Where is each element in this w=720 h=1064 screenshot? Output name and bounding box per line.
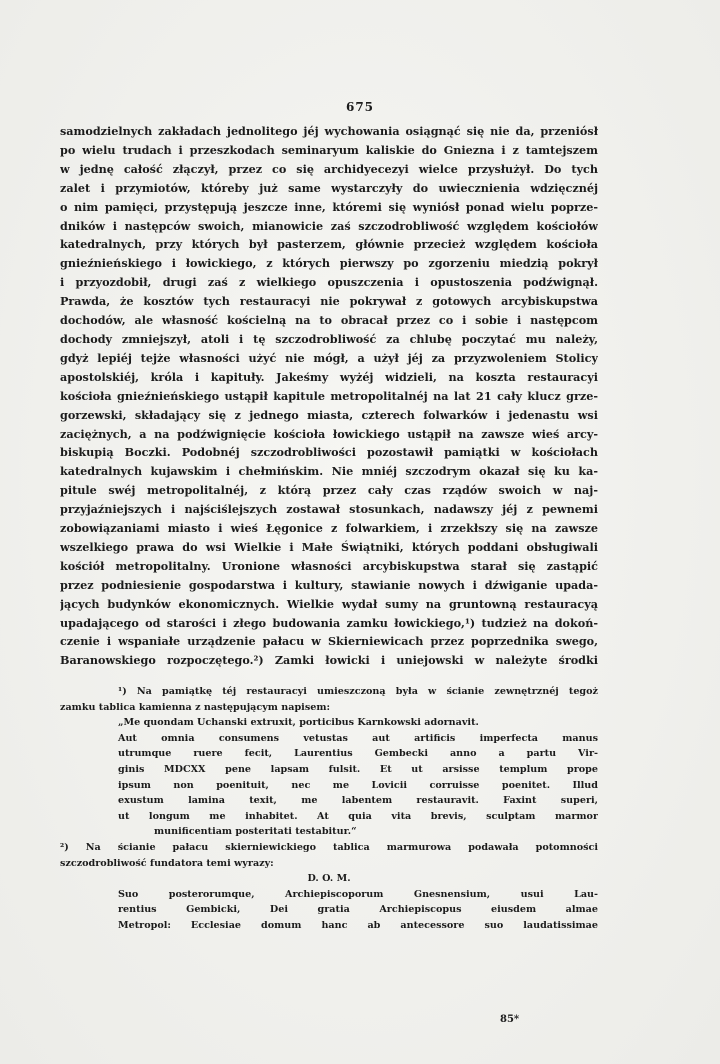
inscription-line: ut longum me inhabitet. At quia vita brevis, sculptam marmor: [118, 810, 598, 822]
inscription-line: rentius Gembicki, Dei gratia Archiepiscopus eiusdem almae: [118, 904, 598, 916]
body-line: kościół metropolitalny. Uronione własności arcybiskupstwa starał się zastąpić: [60, 558, 598, 573]
body-line: jących budynków ekonomicznych. Wielkie wydał sumy na gruntowną restauracyą: [60, 596, 598, 611]
body-line: przyjaźniejszych i najściślejszych zostawał stosunkach, nadawszy jéj z pewnemi: [60, 502, 598, 517]
body-line: gnieźnieńskiego i łowickiego, z których pierwszy po zgorzeniu miedzią pokrył: [60, 256, 598, 271]
body-line: biskupią Boczki. Podobnéj szczodrobliwości pozostawił pamiątki w kościołach: [60, 445, 598, 460]
body-line: wszelkiego prawa do wsi Wielkie i Małe Świątniki, których poddani obsługiwali: [60, 539, 598, 554]
page-number: 675: [345, 100, 375, 114]
body-line: przez podniesienie gospodarstwa i kultury, stawianie nowych i dźwiganie upada-: [60, 577, 598, 592]
footnote-1-line: ¹) Na pamiątkę téj restauracyi umieszczoną była w ścianie zewnętrznéj tegoż: [118, 686, 598, 697]
body-line: zaciężnych, a na podźwignięcie kościoła łowickiego ustąpił na zawsze wieś arcy-: [60, 426, 598, 441]
inscription-line: ipsum non poenituit, nec me Lovicii corruisse poenitet. Illud: [118, 779, 598, 791]
body-line: apostolskiéj, króla i kapituły. Jakeśmy wyżéj widzieli, na koszta restauracyi: [60, 369, 598, 384]
body-line: samodzielnych zakładach jednolitego jéj wychowania osiągnąć się nie da, przeniósł: [60, 124, 598, 138]
body-line: gdyż lepiéj tejże własności użyć nie mógł, a użył jéj za przyzwoleniem Stolicy: [60, 350, 598, 365]
body-line: zobowiązaniami miasto i wieś Łęgonice z folwarkiem, i zrzekłszy się na zawsze: [60, 521, 598, 536]
body-line: zalet i przymiotów, któreby już same wystarczyły do uwiecznienia wdzięcznéj: [60, 180, 598, 195]
body-line: w jednę całość złączył, przez co się archidyecezyi wielce przysłużył. Do tych: [60, 161, 598, 176]
inscription-line: „Me quondam Uchanski extruxit, porticibus Karnkowski adornavit.: [118, 717, 479, 729]
inscription-line: munificentiam posteritati testabitur.“: [154, 826, 357, 838]
body-line: katedralnych kujawskim i chełmińskim. Nie mniéj szczodrym okazał się ku ka-: [60, 464, 598, 479]
signature-mark: 85*: [500, 1014, 520, 1025]
body-line: o nim pamięci, przystępują jeszcze inne, któremi się wyniósł ponad wielu poprze-: [60, 199, 598, 214]
inscription-line: Aut omnia consumens vetustas aut artificis imperfecta manus: [118, 732, 598, 744]
body-line: i przyozdobił, drugi zaś z wielkiego opuszczenia i opustoszenia podźwignął.: [60, 275, 598, 290]
inscription-line: Metropol: Ecclesiae domum hanc ab antecessore suo laudatissimae: [118, 919, 598, 931]
body-line: gorzewski, składający się z jednego miasta, czterech folwarków i jedenastu wsi: [60, 407, 598, 422]
inscription-line: Suo posterorumque, Archiepiscoporum Gnesnensium, usui Lau-: [118, 888, 598, 900]
body-line: Prawda, że kosztów tych restauracyi nie pokrywał z gotowych arcybiskupstwa: [60, 294, 598, 309]
body-line: czenie i wspaniałe urządzenie pałacu w Skierniewicach przez poprzednika swego,: [60, 634, 598, 649]
footnotes: [60, 684, 598, 934]
body-line: katedralnych, przy których był pasterzem, głównie przecież względem kościoła: [60, 237, 598, 252]
body-line: po wielu trudach i przeszkodach seminaryum kaliskie do Gniezna i z tamtejszem: [60, 142, 598, 157]
body-line: dochody zmniejszył, atoli i tę szczodrobliwość za chlubę poczytać mu należy,: [60, 331, 598, 346]
body-line: Baranowskiego rozpoczętego.²) Zamki łowicki i uniejowski w należyte środki: [60, 653, 598, 668]
inscription-line: ginis MDCXX pene lapsam fulsit. Et ut arsisse templum prope: [118, 763, 598, 775]
footnote-2-line: ²) Na ścianie pałacu skierniewickiego tablica marmurowa podawała potomności: [60, 841, 598, 853]
inscription-heading: D. O. M.: [307, 873, 351, 885]
body-line: dochodów, ale własność kościelną na to obracał przez co i sobie i następcom: [60, 313, 598, 328]
body-text: [60, 122, 598, 670]
inscription-line: utrumque ruere fecit, Laurentius Gembecki anno a partu Vir-: [118, 748, 598, 760]
inscription-line: exustum lamina texit, me labentem restauravit. Faxint superi,: [118, 795, 598, 807]
body-line: upadającego od starości i złego budowania zamku łowickiego,¹) tudzież na dokoń-: [60, 615, 598, 630]
body-line: kościoła gnieźnieńskiego ustąpił kapitule metropolitalnéj na lat 21 cały klucz grze-: [60, 388, 598, 403]
footnote-2-line: szczodrobliwość fundatora temi wyrazy:: [60, 857, 274, 869]
footnote-1-line: zamku tablica kamienna z następującym napisem:: [60, 701, 331, 713]
body-line: pitule swéj metropolitalnéj, z którą przez cały czas rządów swoich w naj-: [60, 483, 598, 498]
body-line: dników i następców swoich, mianowicie zaś szczodrobliwość względem kościołów: [60, 218, 598, 233]
